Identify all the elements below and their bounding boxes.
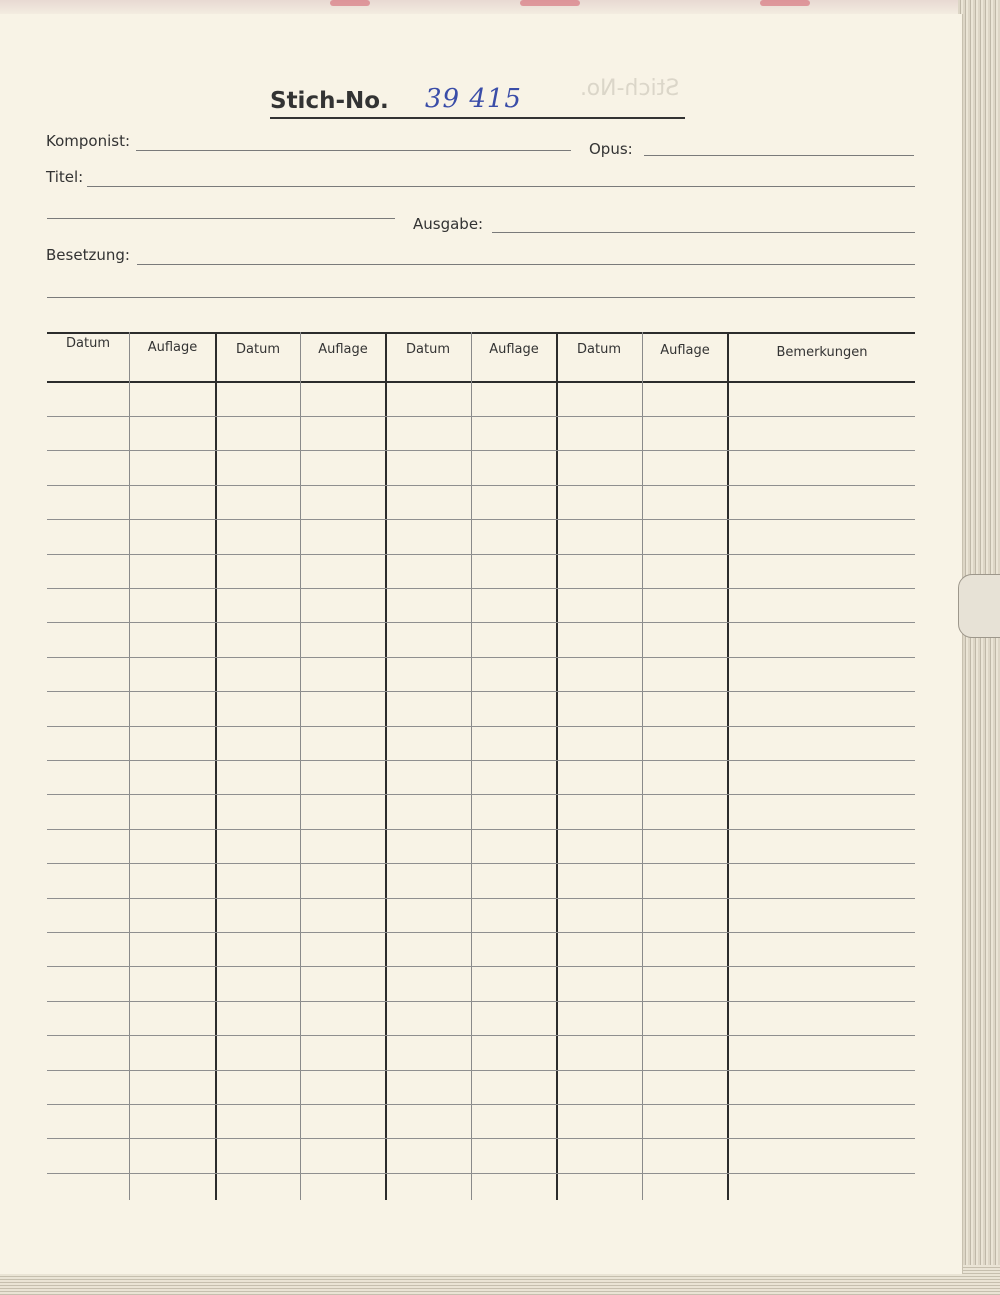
titel-field[interactable] [87,186,915,187]
stain-mark [760,0,810,6]
table-row[interactable] [47,416,915,417]
col-header-auflage-3: Auflage [489,342,539,357]
title-underline [270,117,685,119]
opus-label: Opus: [589,140,633,158]
col-header-datum-2: Datum [236,342,280,357]
besetzung-field[interactable] [137,264,915,265]
index-tab[interactable] [958,574,1000,638]
table-row[interactable] [47,1001,915,1002]
table-row[interactable] [47,1138,915,1139]
col-header-auflage-4: Auflage [660,343,710,358]
col-header-datum-1: Datum [66,336,110,351]
opus-field[interactable] [644,155,914,156]
table-row[interactable] [47,450,915,451]
besetzung-label: Besetzung: [46,246,130,264]
table-row[interactable] [47,898,915,899]
form-sheet [0,14,963,1274]
table-header-rule [47,381,915,383]
col-header-auflage-1: Auflage [147,340,198,355]
table-row[interactable] [47,691,915,692]
stich-number-handwritten: 39 415 [425,84,522,114]
table-row[interactable] [47,829,915,830]
table-row[interactable] [47,726,915,727]
table-row[interactable] [47,932,915,933]
table-row[interactable] [47,1070,915,1071]
table-row[interactable] [47,966,915,967]
table-row[interactable] [47,863,915,864]
titel-field-line2[interactable] [47,218,395,219]
show-through-text: Stich-No. [580,76,680,101]
ausgabe-label: Ausgabe: [413,215,484,233]
table-row[interactable] [47,519,915,520]
page-title: Stich-No. [270,88,389,114]
table-row[interactable] [47,1035,915,1036]
col-header-auflage-2: Auflage [318,342,368,357]
komponist-label: Komponist: [46,132,131,150]
col-header-bemerkungen: Bemerkungen [776,345,868,360]
table-row[interactable] [47,794,915,795]
table-top-rule [47,332,915,334]
besetzung-field-line2[interactable] [47,297,915,298]
komponist-field[interactable] [136,150,571,151]
table-row[interactable] [47,554,915,555]
table-row[interactable] [47,1173,915,1174]
titel-label: Titel: [46,168,84,186]
page-stack-edges [958,0,1000,1295]
table-row[interactable] [47,588,915,589]
stain-mark [520,0,580,6]
col-header-datum-3: Datum [406,342,450,357]
table-row[interactable] [47,622,915,623]
table-row[interactable] [47,1104,915,1105]
col-header-datum-4: Datum [577,342,621,357]
table-row[interactable] [47,485,915,486]
top-edge-strip [0,0,1000,14]
table-row[interactable] [47,760,915,761]
stain-mark [330,0,370,6]
table-row[interactable] [47,657,915,658]
ausgabe-field[interactable] [492,232,915,233]
